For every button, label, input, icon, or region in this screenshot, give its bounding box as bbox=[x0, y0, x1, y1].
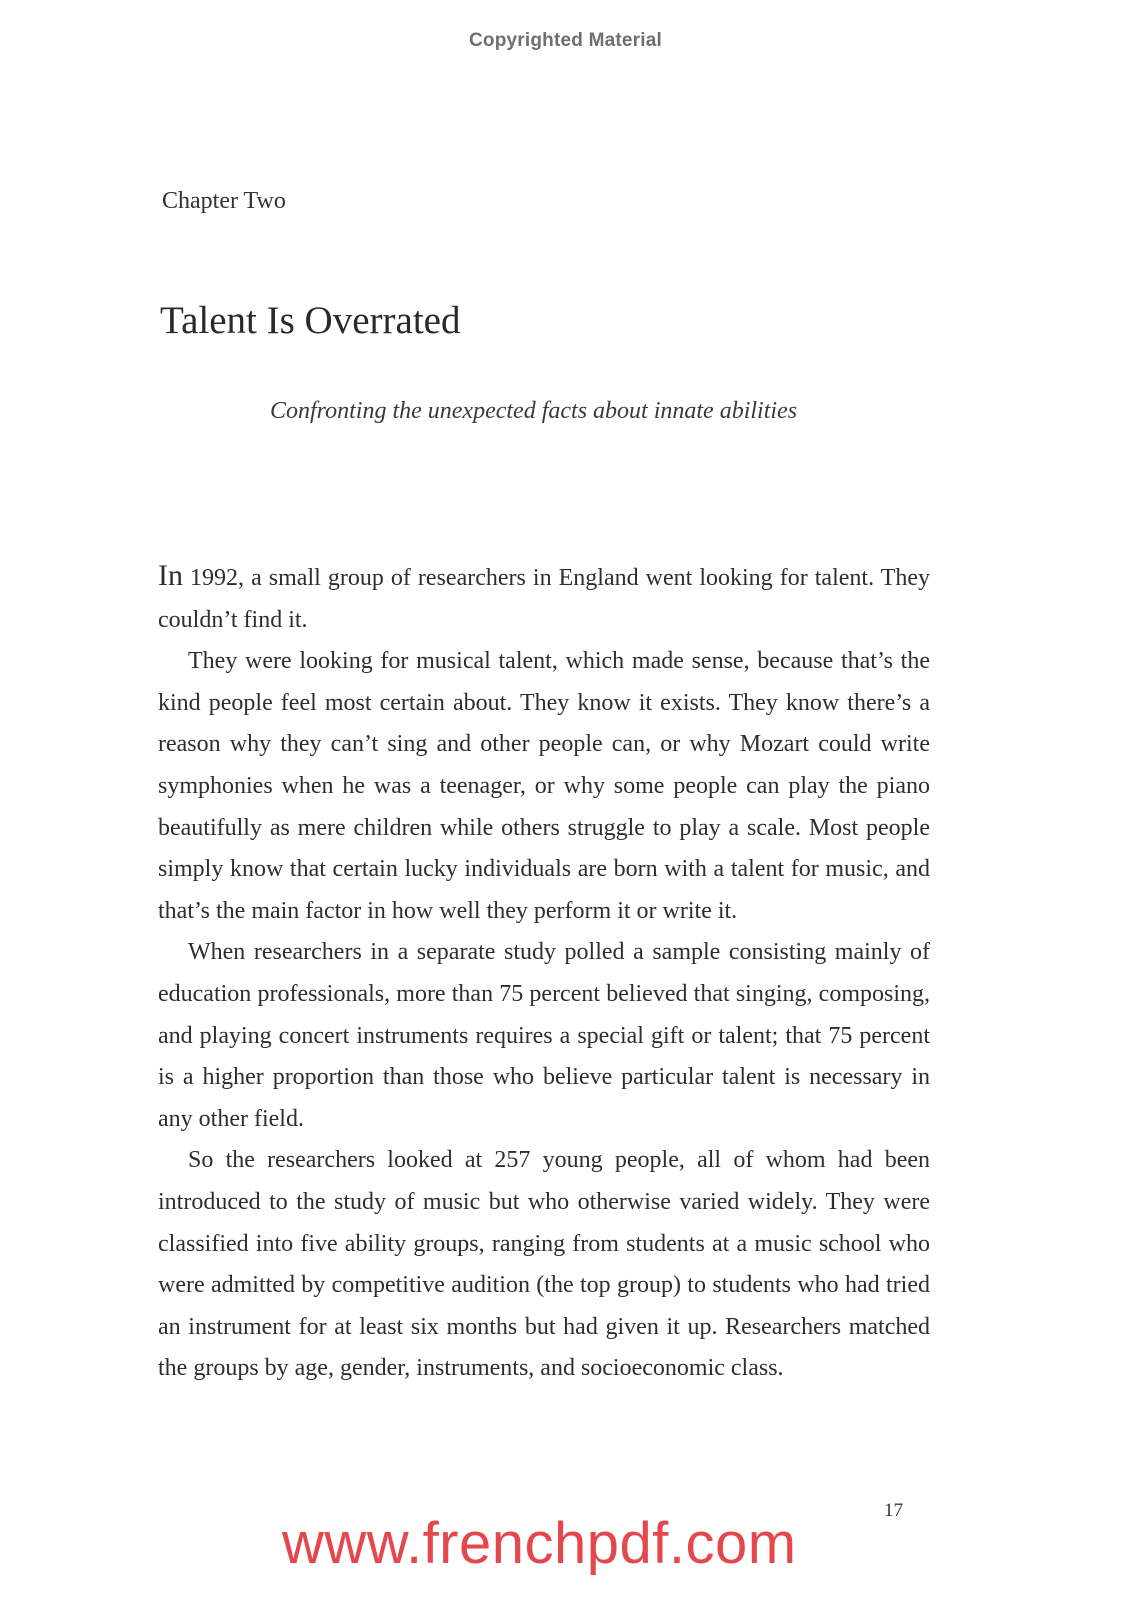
paragraph: They were looking for musical talent, which made sense, because that’s the kind people feel most certain about. They know it exists. They know there’s a reason why they can’t sing and other people can, or why Mozart could write symphonies when he was a teenager, or why some people can play the piano beautifully as mere children while others struggle to play a scale. Most people simply know that certain lucky individuals are born with a talent for music, and that’s the main factor in how well they perform it or write it. bbox=[158, 648, 930, 924]
paragraph-text: 1992, a small group of researchers in England went looking for talent. They couldn’t find it. bbox=[158, 565, 930, 633]
paragraph: So the researchers looked at 257 young people, all of whom had been introduced to the study of music but who otherwise varied widely. They were classified into five ability groups, ranging from students at a music school who were admitted by competitive audition (the top group) to students who had tried an instrument for at least six months but had given it up. Researchers matched the groups by age, gender, instruments, and socioeconomic class. bbox=[158, 1147, 930, 1382]
paragraph bbox=[158, 555, 930, 641]
copyright-watermark: Copyrighted Material bbox=[469, 30, 662, 51]
chapter-title: Talent Is Overrated bbox=[160, 299, 461, 342]
paragraph: When researchers in a separate study polled a sample consisting mainly of education professionals, more than 75 percent believed that singing, composing, and playing concert instruments requires a special gift or talent; that 75 percent is a higher proportion than those who believe particular talent is necessary in any other field. bbox=[158, 939, 930, 1132]
url-watermark: www.frenchpdf.com bbox=[282, 1511, 797, 1576]
chapter-subtitle: Confronting the unexpected facts about innate abilities bbox=[270, 398, 798, 424]
body-text bbox=[158, 555, 930, 1390]
paragraph-lead-word: In bbox=[158, 559, 183, 592]
page-number: 17 bbox=[884, 1500, 903, 1521]
chapter-label: Chapter Two bbox=[162, 188, 286, 214]
